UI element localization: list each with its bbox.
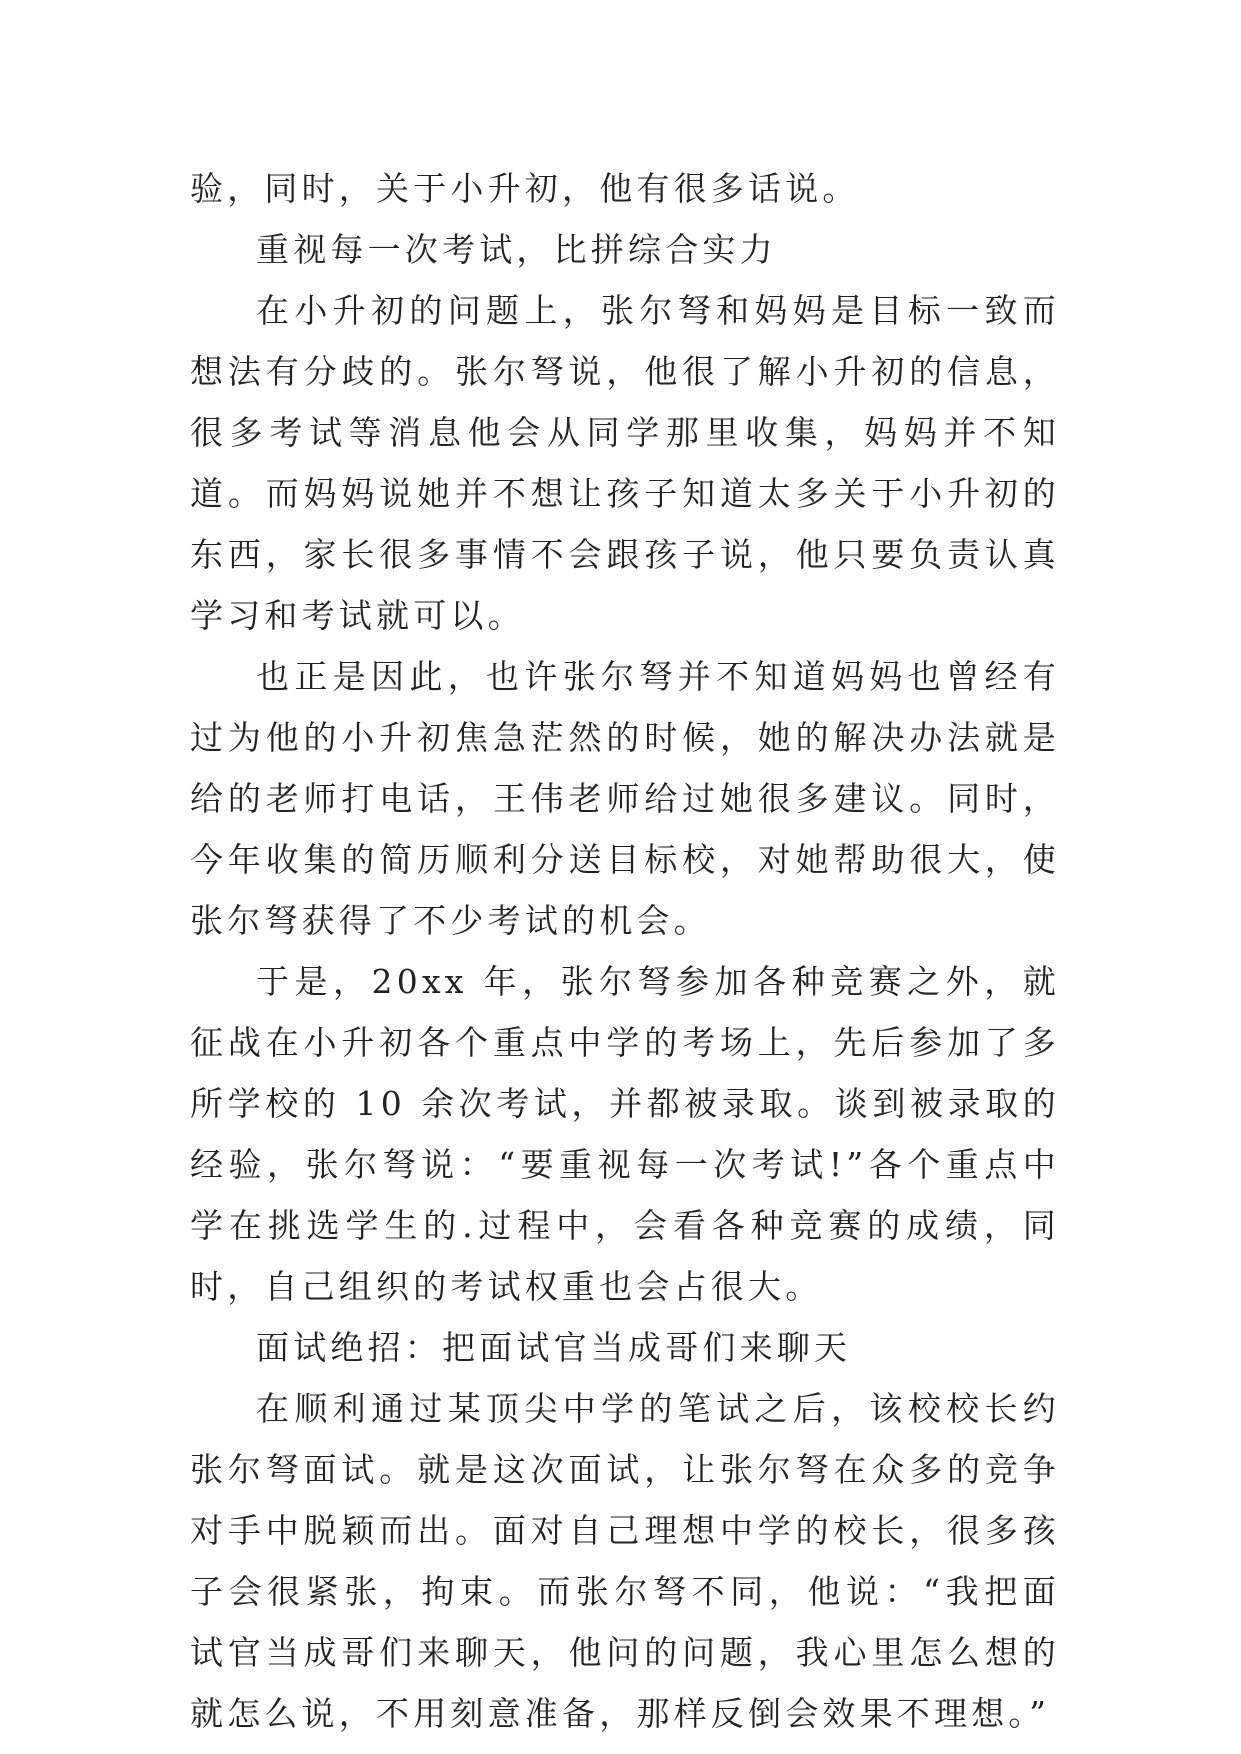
paragraph: 在小升初的问题上，张尔弩和妈妈是目标一致而想法有分歧的。张尔弩说，他很了解小升初的信息，很多考试等消息他会从同学那里收集，妈妈并不知道。而妈妈说她并不想让孩子知道太多关于小升初的东西，家长很多事情不会跟孩子说，他只要负责认真学习和考试就可以。 [190,291,1060,635]
section-heading-interview: 面试绝招：把面试官当成哥们来聊天 [256,1328,852,1367]
document-body [190,158,1060,1744]
paragraph: 也正是因此，也许张尔弩并不知道妈妈也曾经有过为他的小升初焦急茫然的时候，她的解决办法就是给的老师打电话，王伟老师给过她很多建议。同时，今年收集的简历顺利分送目标校，对她帮助很大，使张尔弩获得了不少考试的机会。 [190,657,1060,940]
paragraph: 于是，20xx 年，张尔弩参加各种竞赛之外，就征战在小升初各个重点中学的考场上，先后参加了多所学校的 10 余次考试，并都被录取。谈到被录取的经验，张尔弩说：“要重视每一次考试!”各个重点中学在挑选学生的.过程中，会看各种竞赛的成绩，同时，自己组织的考试权重也会占很大。 [190,962,1060,1306]
paragraph: 在顺利通过某顶尖中学的笔试之后，该校校长约张尔弩面试。就是这次面试，让张尔弩在众多的竞争对手中脱颖而出。面对自己理想中学的校长，很多孩子会很紧张，拘束。而张尔弩不同，他说：“我把面试官当成哥们来聊天，他问的问题，我心里怎么想的就怎么说，不用刻意准备，那样反倒会效果不理想。” [190,1389,1060,1733]
paragraph-continuation: 验，同时，关于小升初，他有很多话说。 [190,169,860,208]
section-heading-exams: 重视每一次考试，比拼综合实力 [256,230,777,269]
